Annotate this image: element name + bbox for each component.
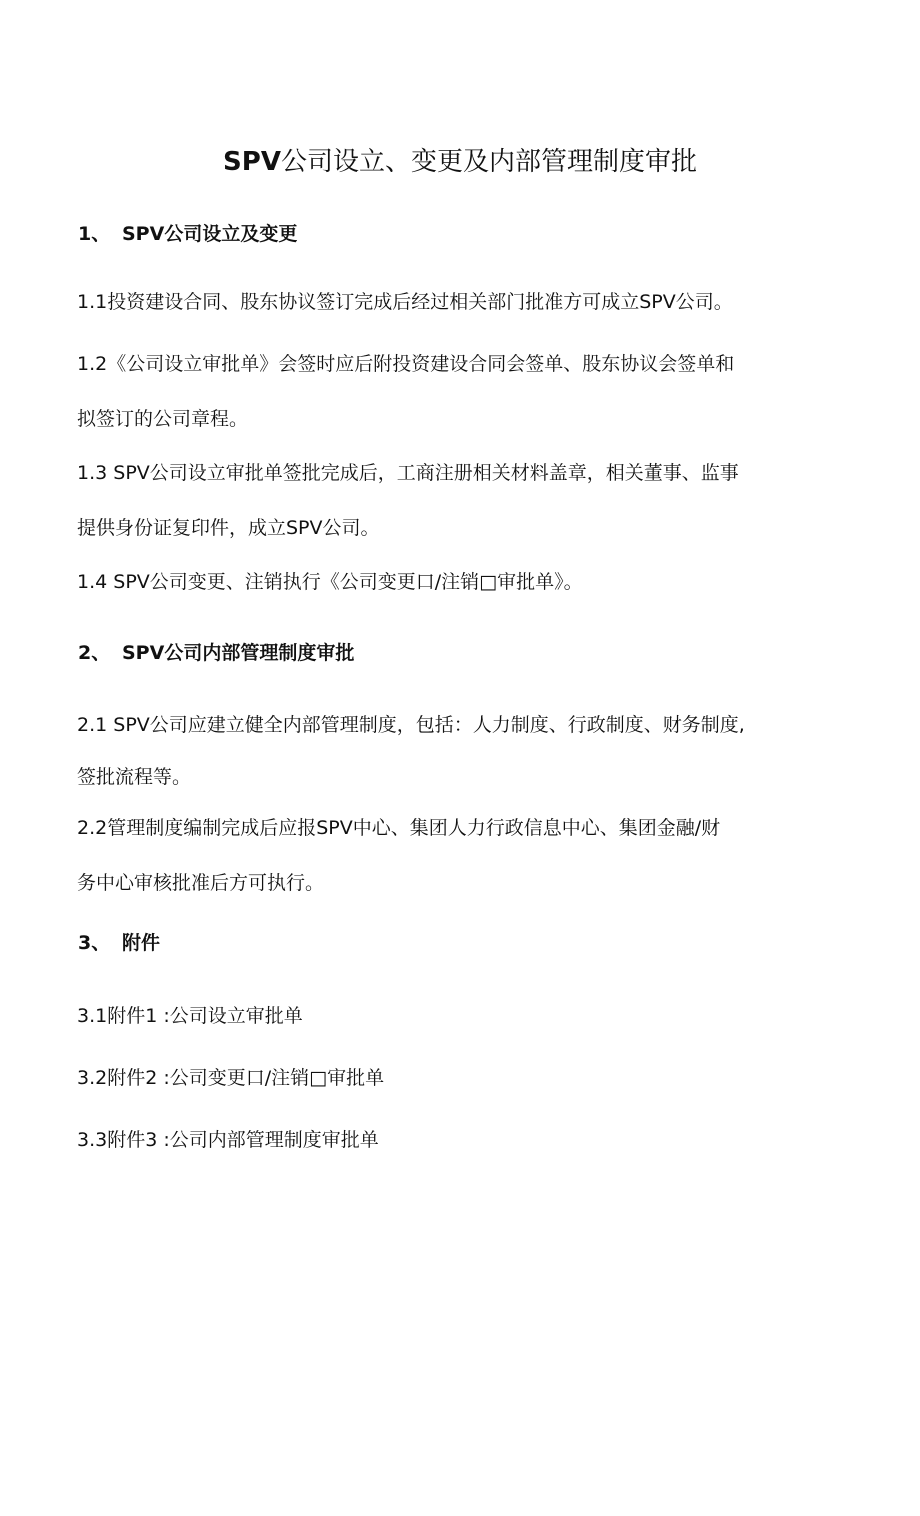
attachment-item-1: 3.1附件1 :公司设立审批单	[77, 1005, 303, 1027]
paragraph-line: 拟签订的公司章程。	[77, 408, 249, 430]
paragraph-line: 2.2管理制度编制完成后应报SPV中心、集团人力行政信息中心、集团金融/财	[77, 817, 721, 839]
section-number: 2、	[78, 642, 111, 664]
paragraph-line: 1.2《公司设立审批单》会签时应后附投资建设合同会签单、股东协议会签单和	[77, 353, 735, 375]
section-number: 1、	[78, 223, 111, 245]
document-title-rest: 公司设立、变更及内部管理制度审批	[280, 147, 697, 177]
section-number: 3、	[78, 932, 111, 954]
paragraph-1-1: 1.1投资建设合同、股东协议签订完成后经过相关部门批准方可成立SPV公司。	[77, 291, 733, 313]
section-3-heading	[78, 928, 160, 958]
paragraph-line: 签批流程等。	[77, 766, 192, 788]
paragraph-2-2	[77, 801, 817, 911]
document-title-latin: SPV	[223, 147, 281, 177]
section-title: SPV公司内部管理制度审批	[122, 642, 355, 664]
paragraph-line: 提供身份证复印件，成立SPV公司。	[77, 517, 380, 539]
paragraph-line: 2.1 SPV公司应建立健全内部管理制度，包括：人力制度、行政制度、财务制度,	[77, 714, 745, 736]
section-1-heading	[78, 219, 297, 249]
document-title	[0, 143, 920, 181]
section-title: 附件	[122, 932, 161, 954]
paragraph-1-4: 1.4 SPV公司变更、注销执行《公司变更口/注销□审批单》。	[77, 571, 583, 593]
attachment-item-2: 3.2附件2 :公司变更口/注销□审批单	[77, 1067, 385, 1089]
section-title: SPV公司设立及变更	[122, 223, 298, 245]
attachment-item-3: 3.3附件3 :公司内部管理制度审批单	[77, 1129, 379, 1151]
paragraph-line: 务中心审核批准后方可执行。	[77, 872, 325, 894]
paragraph-2-1	[77, 699, 817, 803]
paragraph-line: 1.3 SPV公司设立审批单签批完成后，工商注册相关材料盖章，相关董事、监事	[77, 462, 739, 484]
paragraph-1-2	[77, 337, 817, 447]
paragraph-1-3	[77, 446, 817, 556]
section-2-heading	[78, 638, 354, 668]
